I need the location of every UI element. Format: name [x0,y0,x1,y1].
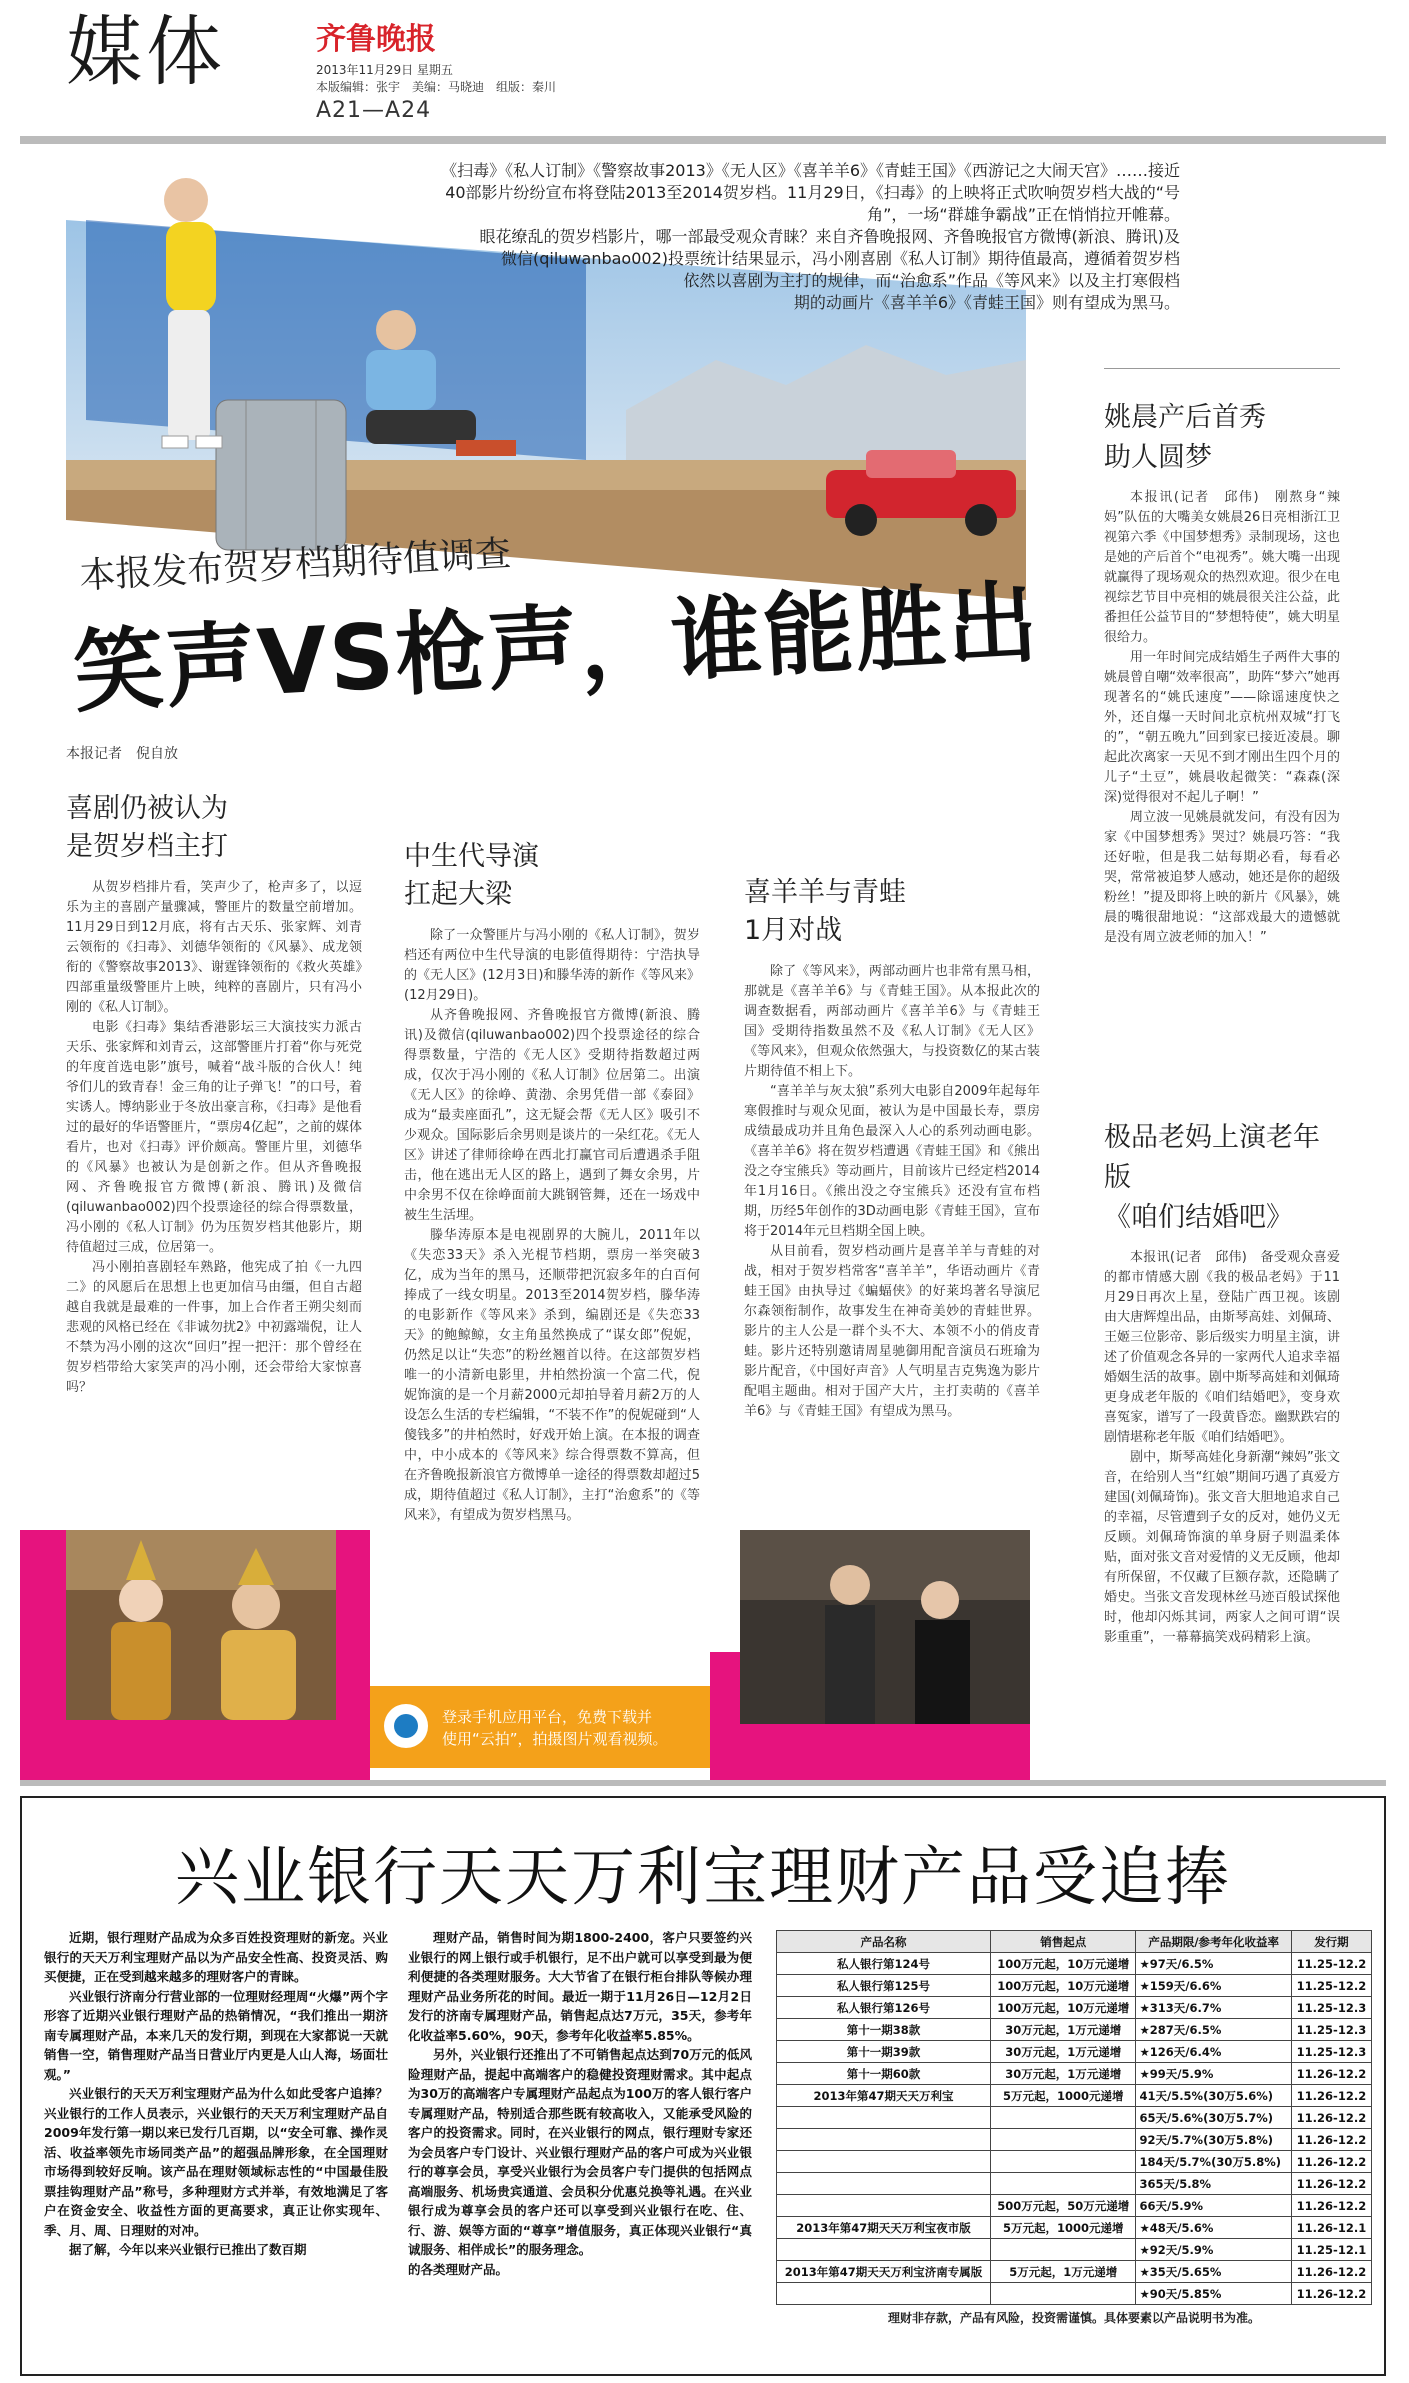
table-cell [777,2173,991,2195]
table-cell: 5万元起，1000元递增 [991,2085,1136,2107]
table-cell: ★126天/6.4% [1136,2041,1291,2063]
date-line: 2013年11月29日 星期五 [316,63,453,77]
sidebar-heading-line: 助人圆梦 [1104,442,1212,473]
table-cell: ★92天/5.9% [1136,2239,1291,2261]
section-heading-line: 喜羊羊与青蛙 [744,877,906,908]
sidebar-heading [1104,1118,1340,1238]
section-heading-line: 喜剧仍被认为 [66,793,228,824]
paragraph: 除了一众警匪片与冯小刚的《私人订制》，贺岁档还有两位中生代导演的电影值得期待：宁浩执导的《无人区》(12月3日)和滕华涛的新作《等风来》(12月29日)。 [404,928,700,1003]
table-cell: 第十一期60款 [777,2063,991,2085]
product-table [776,1930,1372,2305]
section-heading-line: 是贺岁档主打 [66,831,228,862]
table-cell: 30万元起，1万元递增 [991,2063,1136,2085]
paragraph: 剧中，斯琴高娃化身新潮“辣妈”张文音，在给别人当“红娘”期间巧遇了真爱方建国(刘佩琦饰)。张文音大胆地追求自己的幸福，尽管遭到子女的反对，她仍义无反顾。刘佩琦饰演的单身厨子则温柔体贴，面对张文音对爱情的义无反顾，他却有所保留，不仅藏了巨额存款，还隐瞒了婚史。当张文音发现林丝马迹百般试探他时，他却闪烁其词，两家人之间可谓“误影重重”，一幕幕搞笑戏码精彩上演。 [1104,1450,1340,1645]
sidebar-heading [1104,398,1340,478]
paragraph: 兴业银行济南分行营业部的一位理财经理周“火爆”两个字形容了近期兴业银行理财产品的热销情况，“我们推出一期济南专属理财产品，本来几天的发行期，到现在大家都说一天就销售一空，销售理财产品当日营业厅内更是人山人海，场面壮观。” [44,1988,388,2082]
paragraph: 周立波一见姚晨就发问，有没有因为家《中国梦想秀》哭过？姚晨巧答：“我还好啦，但是我二姑每期必看，每看必哭，常常被追梦人感动，她还是你的超级粉丝！”提及即将上映的新片《风暴》，姚晨的嘴很甜地说：“这部戏最大的遗憾就是没有周立波老师的加入！” [1104,810,1340,945]
table-row [777,2239,1372,2261]
table-cell: 5万元起，1000元递增 [991,2217,1136,2239]
table-cell: 65天/5.6%(30万5.7%) [1136,2107,1291,2129]
lead-intro [420,160,1180,314]
headline-part: ，谁能胜出 [576,570,1042,700]
ad-divider [20,1780,1386,1786]
article-body [744,962,1040,1422]
byline: 本报记者 倪自放 [66,746,178,762]
table-row [777,1997,1372,2019]
section-heading-line: 1月对战 [744,915,843,946]
table-cell [991,2107,1136,2129]
table-cell: 11.25-12.2 [1291,1953,1371,1975]
column-header: 产品名称 [777,1931,991,1953]
lead-subhead: 本报发布贺岁档期待值调查 [78,533,512,597]
table-cell: ★313天/6.7% [1136,1997,1291,2019]
paragraph: “喜羊羊与灰太狼”系列大电影自2009年起每年寒假推时与观众见面，被认为是中国最长寿，票房成绩最成功并且角色最深入人心的系列动画电影。《喜羊羊6》将在贺岁档遭遇《青蛙王国》和《熊出没之夺宝熊兵》等动画片，目前该片已经定档2014年1月16日。《熊出没之夺宝熊兵》还没有宣布档期，历经5年创作的3D动画电影《青蛙王国》，宣布将于2014年元旦档期全国上映。 [744,1084,1040,1239]
sidebar-divider [1104,368,1340,369]
intro-line: 角”，一场“群雄争霸战”正在悄悄拉开帷幕。 [867,205,1180,224]
sidebar-body [1104,488,1340,948]
table-cell: 11.26-12.2 [1291,2173,1371,2195]
table-cell: 5万元起，1万元递增 [991,2261,1136,2283]
page-range: A21—A24 [316,98,432,123]
intro-line: 《扫毒》《私人订制》《警察故事2013》《无人区》《喜羊羊6》《青蛙王国》《西游记之大闹天宫》……接近 [441,161,1180,180]
table-cell: 第十一期38款 [777,2019,991,2041]
table-footnote: 理财非存款，产品有风险，投资需谨慎。具体要素以产品说明书为准。 [887,2311,1260,2325]
film-photo-couple [740,1530,1030,1724]
paragraph: 从目前看，贺岁档动画片是喜羊羊与青蛙的对战，相对于贺岁档常客“喜羊羊”，华语动画片《青蛙王国》由执导过《蝙蝠侠》的好莱坞著名导演尼尔森领衔制作，故事发生在神奇美妙的青蛙世界。影片的主人公是一群个头不大、本领不小的俏皮青蛙。影片还特别邀请周星驰御用配音演员石班瑜为影片配音，《中国好声音》人气明星吉克隽逸为影片配唱主题曲。相对于国产大片，主打卖萌的《喜羊羊6》与《青蛙王国》有望成为黑马。 [744,1244,1040,1419]
table-cell [777,2151,991,2173]
table-cell: 11.26-12.2 [1291,2195,1371,2217]
paragraph: 另外，兴业银行还推出了不可销售起点达到70万元的低风险理财产品，提起中高端客户的稳健投资理财需求。其中起点为30万的高端客户专属理财产品起点为100万的客人银行客户专属理财产品，特别适合那些既有较高收入，又能承受风险的客户的投资需求。同时，在兴业银行的网点，银行理财专家还为会员客户专门设计、兴业银行理财产品的客户可成为兴业银行的尊享会员，享受兴业银行为会员客户专门提供的包括网点高端服务、机场贵宾通道、会员积分优惠兑换等礼遇。在兴业银行成为尊享会员的客户还可以享受到兴业银行在吃、住、行、游、娱等方面的“尊享”增值服务，真正体现兴业银行“真诚服务、相伴成长”的服务理念。 [408,2047,752,2257]
table-cell: 11.25-12.2 [1291,1975,1371,1997]
paragraph: 从贺岁档排片看，笑声少了，枪声多了，以逗乐为主的喜剧产量骤减，警匪片的数量空前增加。11月29日到12月底，将有古天乐、张家辉、刘青云领衔的《扫毒》、刘德华领衔的《风暴》、成龙领衔的《警察故事2013》、谢霆锋领衔的《救火英雄》四部重量级警匪片上映，纯粹的喜剧片，只有冯小刚的《私人订制》。 [66,880,362,1015]
table-cell: 11.26-12.2 [1291,2107,1371,2129]
table-cell: 41天/5.5%(30万5.6%) [1136,2085,1291,2107]
section-heading-line: 中生代导演 [404,841,539,872]
table-row [777,2063,1372,2085]
table-row [777,2129,1372,2151]
banner-line: 登录手机应用平台，免费下载并 [442,1708,653,1726]
paragraph: 从齐鲁晚报网、齐鲁晚报官方微博(新浪、腾讯)及微信(qiluwanbao002)四个投票途径的综合得票数量，宁浩的《无人区》受期待指数超过两成，仅次于冯小刚的《私人订制》位居第二。出演《无人区》的徐峥、黄渤、余男凭借一部《泰囧》成为“最卖座面孔”，这无疑会帮《无人区》吸引不少观众。国际影后余男则是谈片的一朵红花。《无人区》讲述了律师徐峥在西北打赢官司后遭遇杀手阻击，他在逃出无人区的路上，遇到了舞女余男，片中余男不仅在徐峥面前大跳钢管舞，还在一场戏中被生生活埋。 [404,1008,700,1223]
paragraph: 理财产品，销售时间为期1800-2400，客户只要签约兴业银行的网上银行或手机银行，足不出户就可以享受到最为便利便捷的各类理财服务。大大节省了在银行柜台排队等候办理理财产品业务所花的时间。最近一期于11月26日—12月2日发行的济南专属理财产品，销售起点达7万元，35天，参考年化收益率5.60%，90天，参考年化收益率5.85%。 [408,1930,752,2043]
product-table-wrap [776,1930,1372,2326]
table-cell [777,2239,991,2261]
paragraph: 的各类理财产品。 [408,2261,509,2277]
article-column-1 [66,790,362,1398]
table-row [777,2019,1372,2041]
table-cell: 500万元起，50万元递增 [991,2195,1136,2217]
column-header: 产品期限/参考年化收益率 [1136,1931,1291,1953]
table-cell: 11.25-12.1 [1291,2239,1371,2261]
film-photo-thai [66,1530,336,1720]
table-cell: 11.26-12.2 [1291,2085,1371,2107]
table-cell: 11.25-12.3 [1291,2019,1371,2041]
table-cell: 11.25-12.3 [1291,2041,1371,2063]
editors-line: 本版编辑：张宇 美编：马晓迪 组版：秦川 [316,80,557,94]
sidebar-body [1104,1248,1340,1648]
table-cell [991,2239,1136,2261]
paragraph: 兴业银行的天天万利宝理财产品为什么如此受客户追捧？兴业银行的工作人员表示，兴业银行的天天万利宝理财产品自2009年发行第一期以来已发行几百期，以“安全可靠、操作灵活、收益率领先市场同类产品”的超强品牌形象，在全国理财市场得到较好反响。该产品在理财领域标志性的“中国最佳股票挂钩理财产品”称号，多种理财方式并举，有效地满足了客户在资金安全、收益性方面的更高要求，真正让你实现年、季、月、周、日理财的对冲。 [44,2086,388,2238]
table-cell: 11.26-12.2 [1291,2151,1371,2173]
table-cell: 100万元起，10万元递增 [991,1953,1136,1975]
article-body [404,926,700,1526]
table-cell: 184天/5.7%(30万5.8%) [1136,2151,1291,2173]
section-title: 媒体 [66,7,226,96]
ad-column-1 [44,1928,388,2260]
table-cell [777,2129,991,2151]
paragraph: 滕华涛原本是电视剧界的大腕儿，2011年以《失恋33天》杀入光棍节档期，票房一举突破3亿，成为当年的黑马，还顺带把沉寂多年的白百何捧成了一线女明星。2013至2014贺岁档，滕华涛的电影新作《等风来》杀到，编剧还是《失恋33天》的鲍鲸鲸，女主角虽然换成了“谋女郎”倪妮，仍然足以让“失恋”的粉丝翘首以待。在这部贺岁档唯一的小清新电影里，井柏然扮演一个富二代，倪妮饰演的是一个月薪2000元却拍导着月薪2万的人设怎么生活的专栏编辑，“不装不作”的倪妮碰到“人傻钱多”的井柏然时，好戏开始上演。在本报的调查中，中小成本的《等风来》综合得票数不算高，但在齐鲁晚报新浪官方微博单一途径的得票数却超过5成，期待值超过《私人订制》，主打“治愈系”的《等风来》，有望成为贺岁档黑马。 [404,1228,700,1523]
table-cell: 2013年第47期天天万利宝 [777,2085,991,2107]
table-cell: 第十一期39款 [777,2041,991,2063]
sidebar-heading-line: 姚晨产后首秀 [1104,402,1266,433]
table-cell [991,2151,1136,2173]
paragraph: 近期，银行理财产品成为众多百姓投资理财的新宠。兴业银行的天天万利宝理财产品以为产品安全性高、投资灵活、购买便捷，正在受到越来越多的理财客户的青睐。 [44,1930,388,1984]
section-heading-line: 扛起大梁 [404,879,512,910]
table-cell: 30万元起，1万元递增 [991,2019,1136,2041]
table-row [777,1953,1372,1975]
table-cell: 2013年第47期天天万利宝夜市版 [777,2217,991,2239]
table-row [777,2173,1372,2195]
intro-line: 依然以喜剧为主打的规律，而“治愈系”作品《等风来》以及主打寒假档 [683,271,1180,290]
banner-text [442,1706,668,1750]
sidebar-heading-line: 《咱们结婚吧》 [1104,1202,1293,1233]
table-cell: 2013年第47期天天万利宝济南专属版 [777,2261,991,2283]
table-cell: ★90天/5.85% [1136,2283,1291,2305]
table-row [777,2195,1372,2217]
section-heading [744,874,1040,950]
ad-column-2 [408,1928,752,2279]
table-cell: ★97天/6.5% [1136,1953,1291,1975]
paragraph: 除了《等风来》，两部动画片也非常有黑马相，那就是《喜羊羊6》与《青蛙王国》。从本报此次的调查数据看，两部动画片《喜羊羊6》与《青蛙王国》受期待指数虽然不及《私人订制》《无人区》《等风来》，但观众依然强大，与投资数亿的某古装片期待值不相上下。 [744,964,1040,1079]
paragraph: 本报讯(记者 邱伟) 备受观众喜爱的都市情感大剧《我的极品老妈》于11月29日再次上星，登陆广西卫视。该剧由大唐辉煌出品，由斯琴高娃、刘佩琦、王姬三位影帝、影后级实力明星主演，讲述了价值观念各异的一家两代人追求幸福婚姻生活的故事。剧中斯琴高娃和刘佩琦更身成老年版的《咱们结婚吧》，变身欢喜冤家，谱写了一段黄昏恋。幽默跌宕的剧情堪称老年版《咱们结婚吧》。 [1104,1250,1340,1445]
article-column-3 [744,874,1040,1422]
table-cell [991,2129,1136,2151]
article-body [66,878,362,1398]
article-column-2 [404,838,700,1526]
column-header: 发行期 [1291,1931,1371,1953]
paragraph: 本报讯(记者 邱伟) 刚熬身“辣妈”队伍的大嘴美女姚晨26日亮相浙江卫视第六季《中国梦想秀》录制现场，这也是她的产后首个“电视秀”。姚大嘴一出现就赢得了现场观众的热烈欢迎。很少在电视综艺节目中亮相的姚晨很关注公益，此番担任公益节目的“梦想特使”，姚大明星很给力。 [1104,490,1340,645]
camera-lens-icon [394,1714,418,1738]
table-cell [777,2107,991,2129]
table-header-row [777,1931,1372,1953]
newspaper-logo: 齐鲁晚报 [316,22,436,57]
table-cell: 365天/5.8% [1136,2173,1291,2195]
suitcase-illustration [216,400,346,550]
table-cell: 私人银行第125号 [777,1975,991,1997]
sidebar-story-2 [1104,1118,1340,1648]
sidebar-story-1 [1104,398,1340,948]
table-cell: ★99天/5.9% [1136,2063,1291,2085]
table-cell: 66天/5.9% [1136,2195,1291,2217]
section-heading [66,790,362,866]
table-cell: 11.26-12.2 [1291,2129,1371,2151]
table-cell [777,2195,991,2217]
header-meta [316,62,556,96]
camera-app-icon [384,1704,428,1748]
paragraph: 电影《扫毒》集结香港影坛三大演技实力派古天乐、张家辉和刘青云，这部警匪片打着“你与死党的年度首选电影”旗号，喊着“战斗版的合伙人！纯爷们儿的致青春！金三角的让子弹飞！”的口号，着实诱人。博纳影业于冬放出豪言称，《扫毒》是他看过的最好的华语警匪片，“票房4亿起”，之前的媒体看片，也对《扫毒》评价颇高。警匪片里，刘德华的《风暴》也被认为是创新之作。但从齐鲁晚报网、齐鲁晚报官方微博(新浪、腾讯)及微信(qiluwanbao002)四个投票途径的综合得票数量，冯小刚的《私人订制》仍为压贺岁档其他影片，期待值超过三成，位居第一。 [66,1020,362,1255]
table-cell: ★287天/6.5% [1136,2019,1291,2041]
table-row [777,2107,1372,2129]
section-heading [404,838,700,914]
table-cell: 11.26-12.2 [1291,2261,1371,2283]
table-cell: 100万元起，10万元递增 [991,1975,1136,1997]
table-row [777,2085,1372,2107]
paragraph: 用一年时间完成结婚生子两件大事的姚晨曾自嘲“效率很高”，助阵“梦六”她再现著名的“姚氏速度”——除谣速度快之外，还自爆一天时间北京杭州双城“打飞的”，“朝五晚九”回到家已接近凌晨。聊起此次离家一天见不到才刚出生四个月的儿子“土豆”，姚晨收起微笑：“森森(深深)觉得很对不起儿子啊！” [1104,650,1340,805]
table-cell: 私人银行第124号 [777,1953,991,1975]
table-cell: 92天/5.7%(30万5.8%) [1136,2129,1291,2151]
table-row [777,2151,1372,2173]
banner-line: 使用“云拍”，拍摄图片观看视频。 [442,1730,668,1748]
header-divider [20,136,1386,144]
column-header: 销售起点 [991,1931,1136,1953]
table-row [777,2283,1372,2305]
table-cell: ★48天/5.6% [1136,2217,1291,2239]
headline-part: 笑声VS枪声 [71,594,583,726]
mobile-app-banner[interactable] [370,1686,710,1768]
table-cell: 11.25-12.3 [1291,1997,1371,2019]
table-row [777,2261,1372,2283]
table-cell: 30万元起，1万元递增 [991,2041,1136,2063]
table-cell: 11.26-12.2 [1291,2283,1371,2305]
table-cell: 11.26-12.2 [1291,2063,1371,2085]
table-row [777,2217,1372,2239]
table-row [777,1975,1372,1997]
table-cell [991,2173,1136,2195]
paragraph: 据了解，今年以来兴业银行已推出了数百期 [69,2242,307,2257]
paragraph: 冯小刚拍喜剧轻车熟路，他宪成了拍《一九四二》的风愿后在思想上也更加信马由缰，但自古超越自我就是最难的一件事，加上合作者王朔尖刻而悲观的风格已经在《非诚勿扰2》中初露端倪，让人不禁为冯小刚的这次“回归”捏一把汗：那个曾经在贺岁档带给大家笑声的冯小刚，还会带给大家惊喜吗？ [66,1260,362,1395]
table-cell [991,2283,1136,2305]
intro-line: 期的动画片《喜羊羊6》《青蛙王国》则有望成为黑马。 [793,293,1180,312]
table-row [777,2041,1372,2063]
table-cell: 11.26-12.1 [1291,2217,1371,2239]
intro-line: 眼花缭乱的贺岁档影片，哪一部最受观众青睐？来自齐鲁晚报网、齐鲁晚报官方微博(新浪、腾讯)及 [479,227,1180,246]
intro-line: 40部影片纷纷宣布将登陆2013至2014贺岁档。11月29日，《扫毒》的上映将正式吹响贺岁档大战的“号 [445,183,1180,202]
table-cell: ★35天/5.65% [1136,2261,1291,2283]
table-cell: ★159天/6.6% [1136,1975,1291,1997]
ad-title: 兴业银行天天万利宝理财产品受追捧 [175,1841,1231,1915]
sidebar-heading-line: 极品老妈上演老年版 [1104,1122,1320,1193]
table-cell: 100万元起，10万元递增 [991,1997,1136,2019]
table-cell: 私人银行第126号 [777,1997,991,2019]
intro-line: 微信(qiluwanbao002)投票统计结果显示，冯小刚喜剧《私人订制》期待值最高，遵循着贺岁档 [501,249,1180,268]
table-cell [777,2283,991,2305]
